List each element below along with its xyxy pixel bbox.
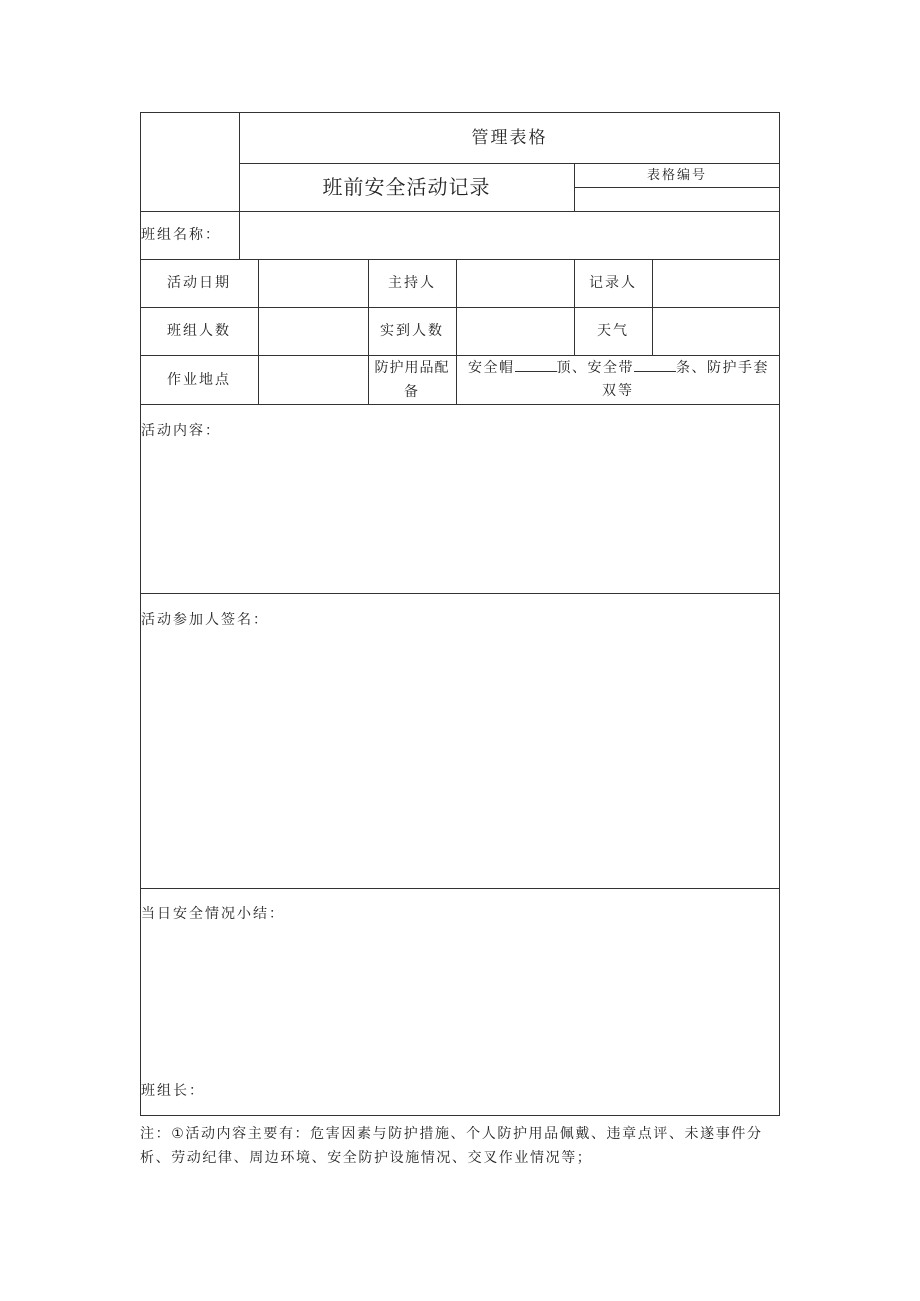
- attendance-field[interactable]: [457, 309, 573, 353]
- team-leader-label: 班组长：: [141, 1083, 205, 1099]
- participant-signatures-label: 活动参加人签名：: [141, 612, 269, 628]
- activity-content-area[interactable]: [141, 442, 777, 590]
- table-line: [140, 355, 780, 356]
- table-line: [140, 404, 780, 405]
- recorder-field[interactable]: [653, 261, 778, 305]
- work-location-label: 作业地点: [167, 372, 231, 388]
- table-line: [574, 259, 575, 355]
- ppe-label-line1: 防护用品配: [374, 360, 450, 376]
- weather-label: 天气: [597, 323, 629, 339]
- team-size-label: 班组人数: [167, 323, 231, 339]
- table-border-top: [140, 112, 780, 113]
- ppe-helmet: 安全帽: [468, 360, 515, 376]
- host-label: 主持人: [388, 275, 436, 291]
- table-border-right: [779, 112, 780, 1116]
- safety-activity-form: [140, 112, 780, 1116]
- daily-summary-label: 当日安全情况小结：: [141, 906, 285, 922]
- footnote-line-2: 析、劳动纪律、周边环境、安全防护设施情况、交叉作业情况等；: [140, 1150, 593, 1166]
- work-location-field[interactable]: [259, 357, 367, 402]
- table-line: [574, 187, 780, 188]
- activity-date-field[interactable]: [259, 261, 367, 305]
- table-line: [140, 211, 780, 212]
- ppe-gloves: 条、防护手套: [676, 360, 769, 376]
- ppe-line1: [468, 359, 769, 375]
- belt-count-blank[interactable]: [634, 359, 676, 372]
- footnote: [140, 1122, 780, 1170]
- attendance-label: 实到人数: [380, 323, 444, 339]
- form-number-field[interactable]: [574, 192, 780, 208]
- form-number-label: 表格编号: [646, 168, 707, 183]
- table-line: [140, 888, 780, 889]
- footnote-line-1: 注：①活动内容主要有：危害因素与防护措施、个人防护用品佩戴、违章点评、未遂事件分: [140, 1126, 763, 1142]
- participant-signatures-area[interactable]: [141, 632, 777, 885]
- table-line: [140, 593, 780, 594]
- host-field[interactable]: [457, 261, 573, 305]
- table-line: [239, 163, 780, 164]
- table-border-bottom: [140, 1115, 780, 1116]
- form-title: 班前安全活动记录: [322, 175, 491, 199]
- ppe-label-line2: 备: [404, 384, 420, 400]
- table-line: [140, 307, 780, 308]
- team-name-label: 班组名称：: [141, 227, 221, 243]
- activity-date-label: 活动日期: [167, 275, 231, 291]
- activity-content-label: 活动内容：: [141, 423, 221, 439]
- team-size-field[interactable]: [259, 309, 367, 353]
- category-title: 管理表格: [471, 128, 548, 148]
- table-line: [140, 259, 780, 260]
- ppe-belt: 顶、安全带: [556, 360, 634, 376]
- ppe-line2: 双等: [602, 383, 634, 399]
- daily-summary-area[interactable]: [141, 926, 777, 1076]
- team-name-field[interactable]: [240, 215, 778, 255]
- recorder-label: 记录人: [589, 275, 637, 291]
- weather-field[interactable]: [653, 309, 778, 353]
- helmet-count-blank[interactable]: [515, 359, 557, 372]
